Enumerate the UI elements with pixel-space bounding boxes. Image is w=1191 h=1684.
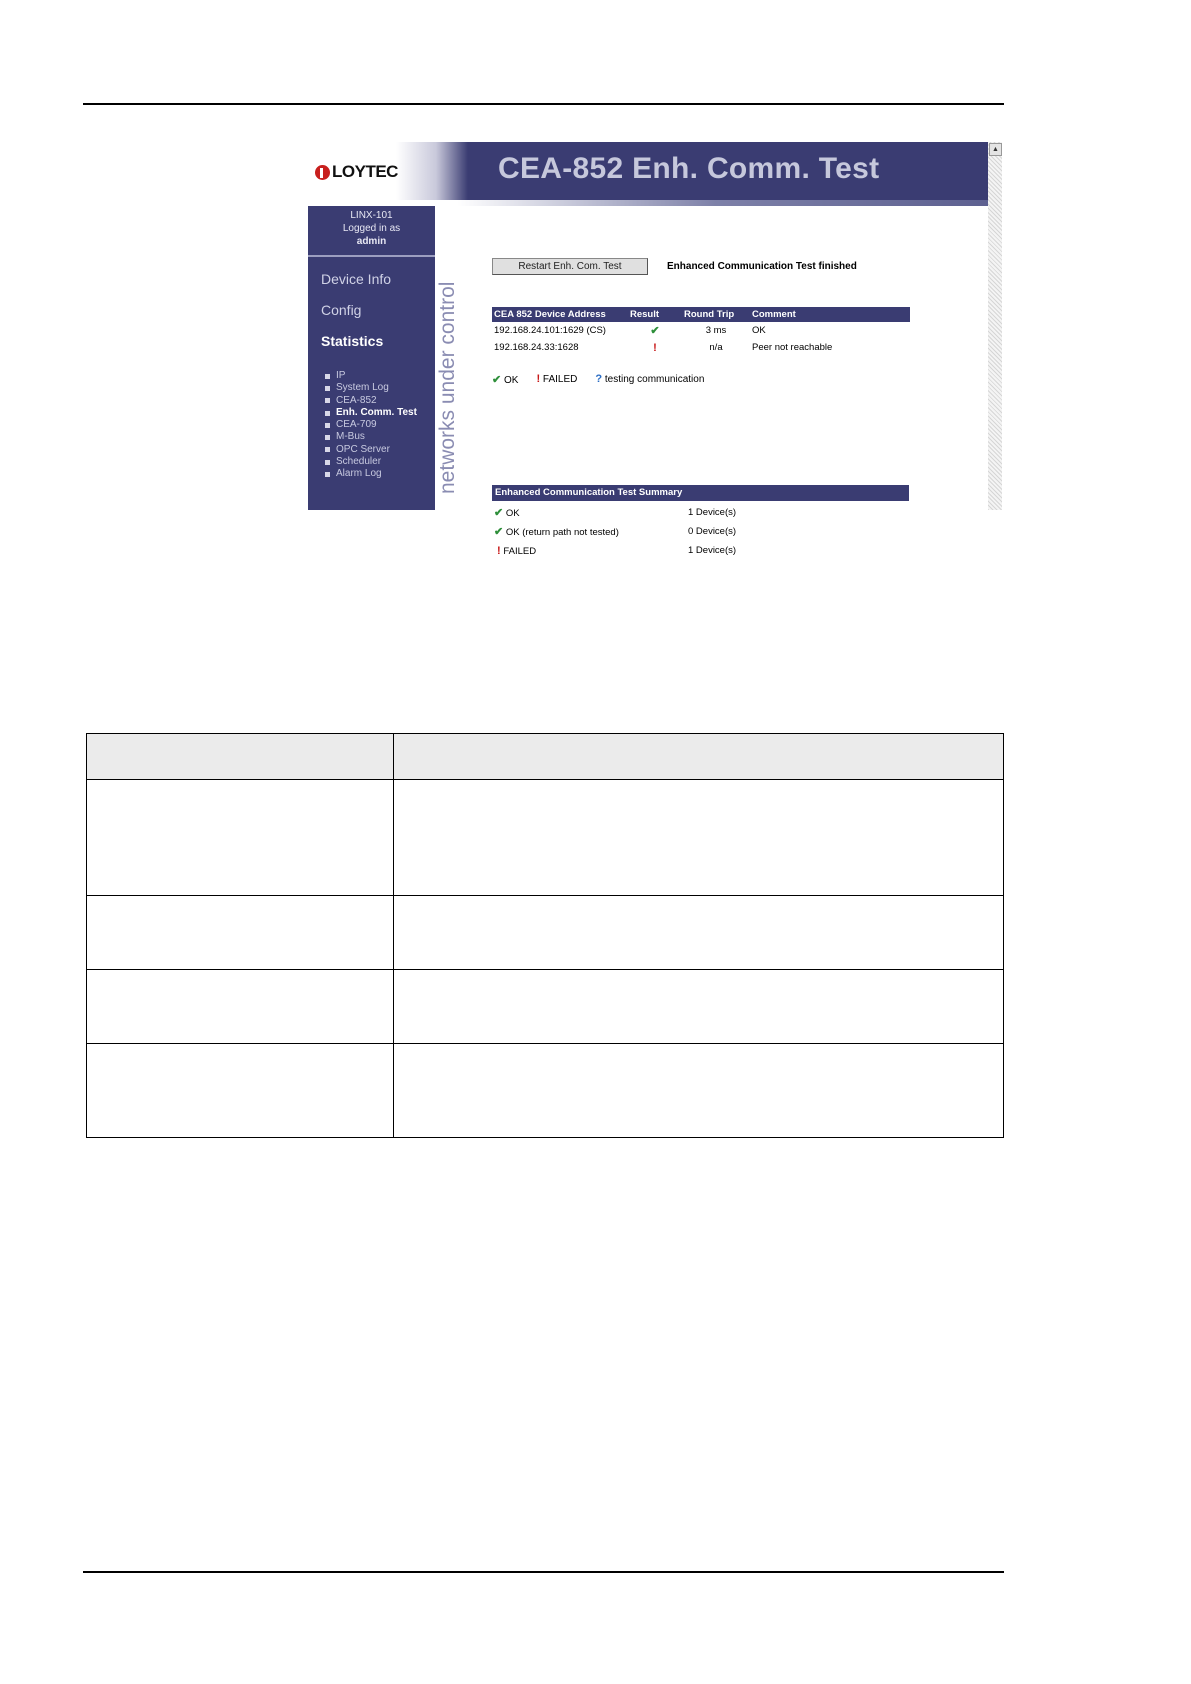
nav-device-info[interactable]: Device Info [321, 271, 392, 287]
table-row [492, 541, 910, 560]
bullet-icon [325, 386, 330, 391]
loytec-logo: LOYTEC [315, 162, 398, 182]
table-row [87, 896, 1004, 970]
device-address: 192.168.24.33:1628 [494, 342, 579, 353]
web-ui-screenshot [308, 142, 1002, 557]
bullet-icon [325, 398, 330, 403]
col-comment: Comment [750, 307, 910, 322]
round-trip: 3 ms [705, 325, 727, 336]
vertical-scrollbar[interactable] [988, 142, 1002, 510]
main-nav [308, 271, 435, 364]
restart-test-button[interactable]: Restart Enh. Com. Test [492, 258, 648, 275]
sidebar [308, 206, 435, 510]
subnav-ip[interactable]: IP [325, 370, 435, 382]
exclamation-icon: ! [494, 544, 501, 557]
loytec-logo-icon [315, 165, 330, 180]
document-table [86, 733, 1004, 1138]
bullet-icon [325, 374, 330, 379]
bullet-icon [325, 472, 330, 477]
sub-nav [308, 370, 435, 481]
subnav-system-log[interactable]: System Log [325, 382, 435, 394]
subnav-cea-852[interactable]: CEA-852 [325, 395, 435, 407]
device-table-header [492, 307, 910, 322]
summary-value: 1 Device(s) [688, 545, 737, 556]
exclamation-icon: ! [536, 373, 541, 385]
page-title: CEA-852 Enh. Comm. Test [498, 152, 880, 185]
bullet-icon [325, 460, 330, 465]
device-address: 192.168.24.101:1629 (CS) [494, 325, 606, 336]
subnav-cea-709[interactable]: CEA-709 [325, 419, 435, 431]
col-address: CEA 852 Device Address [492, 307, 628, 322]
device-name: LINX-101 [350, 210, 393, 221]
col-result: Result [628, 307, 682, 322]
summary-label: FAILED [503, 545, 537, 557]
legend-ok: ✔ OK [492, 374, 519, 386]
bullet-icon [325, 435, 330, 440]
logged-in-label: Logged in as [342, 223, 401, 234]
check-icon: ✔ [494, 507, 504, 519]
username: admin [356, 236, 387, 247]
col-round-trip: Round Trip [682, 307, 750, 322]
subnav-scheduler[interactable]: Scheduler [325, 456, 435, 468]
table-row [492, 522, 910, 541]
subnav-alarm-log[interactable]: Alarm Log [325, 468, 435, 480]
check-icon: ✔ [492, 374, 502, 386]
legend-failed: ! FAILED [536, 373, 578, 385]
summary-label: OK (return path not tested) [505, 527, 619, 538]
status-message: Enhanced Communication Test finished [667, 261, 857, 272]
question-icon: ? [595, 373, 603, 385]
main-content [458, 206, 988, 557]
comment: Peer not reachable [752, 342, 833, 353]
summary-value: 0 Device(s) [688, 526, 737, 537]
table-row [87, 970, 1004, 1044]
table-row [87, 1044, 1004, 1138]
check-icon: ✔ [650, 325, 660, 337]
title-banner [468, 142, 988, 200]
header-rule [83, 103, 1004, 105]
tagline: networks under control [436, 281, 459, 494]
nav-statistics[interactable]: Statistics [321, 333, 384, 349]
bullet-icon [325, 447, 330, 452]
subnav-m-bus[interactable]: M-Bus [325, 431, 435, 443]
table-row [87, 780, 1004, 896]
summary-table [492, 503, 910, 560]
user-info [308, 206, 435, 257]
bullet-icon [325, 423, 330, 428]
nav-config[interactable]: Config [321, 302, 362, 318]
check-icon: ✔ [494, 526, 504, 538]
table-header-row [87, 734, 1004, 780]
result-legend [492, 373, 722, 386]
table-row [492, 503, 910, 522]
table-row [492, 339, 910, 356]
logo-area [308, 142, 468, 200]
subnav-opc-server[interactable]: OPC Server [325, 444, 435, 456]
summary-title: Enhanced Communication Test Summary [492, 485, 909, 501]
subnav-enh-comm-test[interactable]: Enh. Comm. Test [325, 407, 435, 419]
arrow-up-icon[interactable]: ▲ [989, 143, 1002, 156]
legend-testing: ? testing communication [595, 373, 705, 385]
round-trip: n/a [709, 342, 723, 353]
footer-rule [83, 1571, 1004, 1573]
table-row [492, 322, 910, 339]
bullet-icon [325, 411, 330, 416]
comment: OK [752, 325, 766, 336]
summary-value: 1 Device(s) [688, 507, 737, 518]
summary-label: OK [505, 508, 520, 519]
device-table [492, 307, 910, 356]
exclamation-icon: ! [653, 341, 657, 354]
